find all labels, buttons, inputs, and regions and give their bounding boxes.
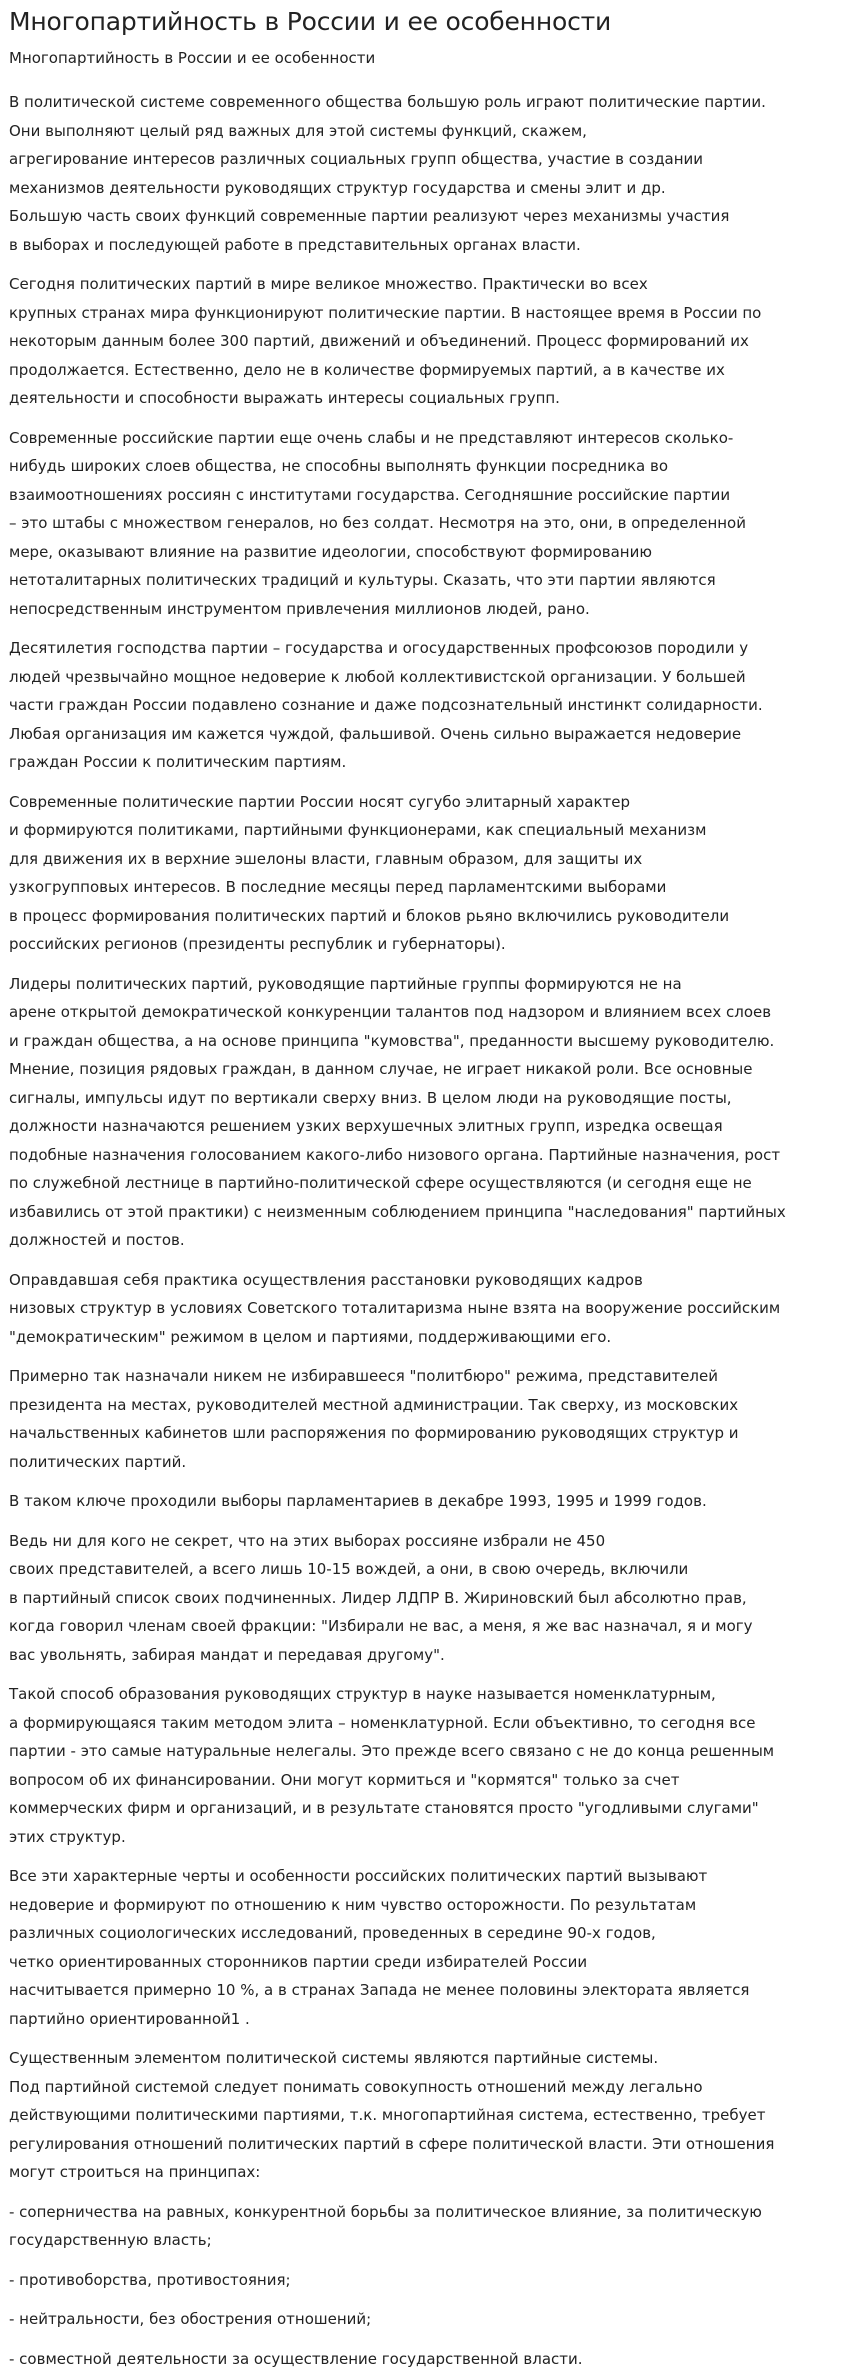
paragraph-line: нибудь широких слоев общества, не способны выполнять функции посредника во (9, 452, 839, 481)
paragraph (9, 970, 839, 1255)
paragraph-line: для движения их в верхние эшелоны власти, главным образом, для защиты их (9, 845, 839, 874)
paragraph-line: избавились от этой практики) с неизменным соблюдением принципа "наследования" партийных (9, 1198, 839, 1227)
paragraph-line: различных социологических исследований, проведенных в середине 90-х годов, (9, 1919, 839, 1948)
paragraph-line: политических партий. (9, 1448, 839, 1477)
paragraph-line: своих представителей, а всего лишь 10-15 вождей, а они, в свою очередь, включили (9, 1555, 839, 1584)
paragraph-line: должностей и постов. (9, 1226, 839, 1255)
paragraph-line: Такой способ образования руководящих структур в науке называется номенклатурным, (9, 1680, 839, 1709)
paragraph-line: Все эти характерные черты и особенности российских политических партий вызывают (9, 1862, 839, 1891)
paragraph-line: в выборах и последующей работе в представительных органах власти. (9, 231, 839, 260)
paragraph-line: и граждан общества, а на основе принципа "кумовства", преданности высшему руководителю. (9, 1027, 839, 1056)
paragraph-line: граждан России к политическим партиям. (9, 748, 839, 777)
article-body (9, 88, 839, 2373)
paragraph (9, 1527, 839, 1670)
paragraph-line: непосредственным инструментом привлечения миллионов людей, рано. (9, 595, 839, 624)
paragraph-line: - соперничества на равных, конкурентной борьбы за политическое влияние, за политическую (9, 2198, 839, 2227)
paragraph-line: деятельности и способности выражать интересы социальных групп. (9, 384, 839, 413)
paragraph-line: Примерно так назначали никем не избиравшееся "политбюро" режима, представителей (9, 1362, 839, 1391)
paragraph-line: должности назначаются решением узких верхушечных элитных групп, изредка освещая (9, 1112, 839, 1141)
paragraph-line: этих структур. (9, 1823, 839, 1852)
paragraph-line: низовых структур в условиях Советского тоталитаризма ныне взята на вооружение российским (9, 1294, 839, 1323)
paragraph-line: в партийный список своих подчиненных. Лидер ЛДПР В. Жириновский был абсолютно прав, (9, 1584, 839, 1613)
paragraph-line: Большую часть своих функций современные партии реализуют через механизмы участия (9, 202, 839, 231)
paragraph-line: Десятилетия господства партии – государства и огосударственных профсоюзов породили у (9, 634, 839, 663)
paragraph-line: Мнение, позиция рядовых граждан, в данном случае, не играет никакой роли. Все основные (9, 1055, 839, 1084)
paragraph-line: вас увольнять, забирая мандат и передавая другому". (9, 1641, 839, 1670)
paragraph-line: действующими политическими партиями, т.к. многопартийная система, естественно, требует (9, 2101, 839, 2130)
paragraph-line: - нейтральности, без обострения отношений; (9, 2305, 839, 2334)
paragraph-line: "демократическим" режимом в целом и партиями, поддерживающими его. (9, 1323, 839, 1352)
paragraph-line: а формирующаяся таким методом элита – номенклатурной. Если объективно, то сегодня все (9, 1709, 839, 1738)
paragraph-line: части граждан России подавлено сознание и даже подсознательный инстинкт солидарности. (9, 691, 839, 720)
paragraph-line: механизмов деятельности руководящих структур государства и смены элит и др. (9, 174, 839, 203)
paragraph-line: Под партийной системой следует понимать совокупность отношений между легально (9, 2073, 839, 2102)
paragraph-line: продолжается. Естественно, дело не в количестве формируемых партий, а в качестве их (9, 356, 839, 385)
paragraph-line: Оправдавшая себя практика осуществления расстановки руководящих кадров (9, 1266, 839, 1295)
page-title: Многопартийность в России и ее особенности (9, 6, 839, 38)
paragraph (9, 1680, 839, 1851)
paragraph-line: людей чрезвычайно мощное недоверие к любой коллективистской организации. У большей (9, 663, 839, 692)
paragraph-line: партийно ориентированной1 . (9, 2005, 839, 2034)
paragraph-line: Современные политические партии России носят сугубо элитарный характер (9, 788, 839, 817)
paragraph (9, 2266, 839, 2295)
paragraph-line: недоверие и формируют по отношению к ним чувство осторожности. По результатам (9, 1891, 839, 1920)
article-subtitle: Многопартийность в России и ее особенности (9, 46, 839, 70)
paragraph-line: и формируются политиками, партийными функционерами, как специальный механизм (9, 816, 839, 845)
paragraph-line: государственную власть; (9, 2226, 839, 2255)
paragraph-line: нетоталитарных политических традиций и культуры. Сказать, что эти партии являются (9, 566, 839, 595)
paragraph-line: - совместной деятельности за осуществление государственной власти. (9, 2345, 839, 2373)
paragraph-line: по служебной лестнице в партийно-политической сфере осуществляются (и сегодня еще не (9, 1169, 839, 1198)
paragraph-line: начальственных кабинетов шли распоряжения по формированию руководящих структур и (9, 1419, 839, 1448)
paragraph-line: Лидеры политических партий, руководящие партийные группы формируются не на (9, 970, 839, 999)
paragraph-line: вопросом об их финансировании. Они могут кормиться и "кормятся" только за счет (9, 1766, 839, 1795)
paragraph-line: Современные российские партии еще очень слабы и не представляют интересов сколько- (9, 424, 839, 453)
paragraph-line: Любая организация им кажется чуждой, фальшивой. Очень сильно выражается недоверие (9, 720, 839, 749)
paragraph-line: когда говорил членам своей фракции: "Избирали не вас, а меня, я же вас назначал, я и могу (9, 1612, 839, 1641)
paragraph (9, 270, 839, 413)
paragraph-line: Существенным элементом политической системы являются партийные системы. (9, 2044, 839, 2073)
paragraph-line: Они выполняют целый ряд важных для этой системы функций, скажем, (9, 117, 839, 146)
paragraph-line: крупных странах мира функционируют политические партии. В настоящее время в России по (9, 299, 839, 328)
paragraph-line: подобные назначения голосованием какого-либо низового органа. Партийные назначения, рост (9, 1141, 839, 1170)
paragraph (9, 1862, 839, 2033)
paragraph-line: агрегирование интересов различных социальных групп общества, участие в создании (9, 145, 839, 174)
paragraph-line: некоторым данным более 300 партий, движений и объединений. Процесс формирований их (9, 327, 839, 356)
paragraph-line: в процесс формирования политических партий и блоков рьяно включились руководители (9, 902, 839, 931)
paragraph-line: партии - это самые натуральные нелегалы. Это прежде всего связано с не до конца решенным (9, 1737, 839, 1766)
paragraph-line: В политической системе современного общества большую роль играют политические партии. (9, 88, 839, 117)
paragraph-line: Сегодня политических партий в мире великое множество. Практически во всех (9, 270, 839, 299)
paragraph (9, 424, 839, 624)
paragraph-line: насчитывается примерно 10 %, а в странах Запада не менее половины электората является (9, 1976, 839, 2005)
paragraph-line: Ведь ни для кого не секрет, что на этих выборах россияне избрали не 450 (9, 1527, 839, 1556)
paragraph (9, 2044, 839, 2187)
paragraph-line: российских регионов (президенты республик и губернаторы). (9, 930, 839, 959)
paragraph-line: могут строиться на принципах: (9, 2158, 839, 2187)
paragraph (9, 88, 839, 259)
paragraph-line: президента на местах, руководителей местной администрации. Так сверху, из московских (9, 1391, 839, 1420)
paragraph-line: регулирования отношений политических партий в сфере политической власти. Эти отношения (9, 2130, 839, 2159)
paragraph (9, 1266, 839, 1352)
paragraph-line: мере, оказывают влияние на развитие идеологии, способствуют формированию (9, 538, 839, 567)
paragraph (9, 1362, 839, 1476)
paragraph-line: взаимоотношениях россиян с институтами государства. Сегодняшние российские партии (9, 481, 839, 510)
paragraph (9, 2198, 839, 2255)
paragraph-line: арене открытой демократической конкуренции талантов под надзором и влиянием всех слоев (9, 998, 839, 1027)
paragraph (9, 2345, 839, 2373)
paragraph (9, 1487, 839, 1516)
paragraph-line: В таком ключе проходили выборы парламентариев в декабре 1993, 1995 и 1999 годов. (9, 1487, 839, 1516)
paragraph-line: – это штабы с множеством генералов, но без солдат. Несмотря на это, они, в определенной (9, 509, 839, 538)
paragraph (9, 788, 839, 959)
paragraph (9, 634, 839, 777)
paragraph-line: узкогрупповых интересов. В последние месяцы перед парламентскими выборами (9, 873, 839, 902)
paragraph-line: - противоборства, противостояния; (9, 2266, 839, 2295)
paragraph-line: сигналы, импульсы идут по вертикали сверху вниз. В целом люди на руководящие посты, (9, 1084, 839, 1113)
paragraph-line: коммерческих фирм и организаций, и в результате становятся просто "угодливыми слугами" (9, 1794, 839, 1823)
paragraph-line: четко ориентированных сторонников партии среди избирателей России (9, 1948, 839, 1977)
paragraph (9, 2305, 839, 2334)
